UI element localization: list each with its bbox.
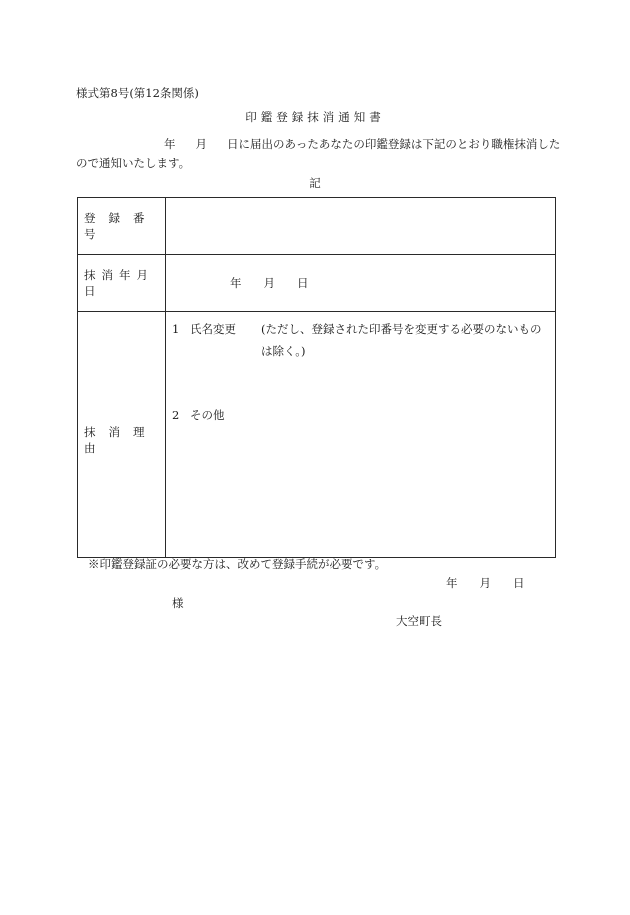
document-title: 印鑑登録抹消通知書 <box>245 110 385 124</box>
footnote: ※印鑑登録証の必要な方は、改めて登録手続が必要です。 <box>88 557 387 571</box>
deletion-details-table <box>77 197 556 558</box>
reason-2-number: 2 <box>172 408 180 422</box>
intro-line-2: ので通知いたします。 <box>76 156 191 170</box>
issue-day: 日 <box>513 576 525 590</box>
registration-number-row <box>78 198 556 255</box>
reason-1-note-line-2: は除く。) <box>261 344 306 358</box>
addressee-suffix: 様 <box>172 596 184 610</box>
issue-date <box>446 576 525 590</box>
issue-year: 年 <box>446 576 458 590</box>
issuer-name: 大空町長 <box>396 614 442 628</box>
deletion-date-value <box>166 255 556 312</box>
reason-1-note-line-1: (ただし、登録された印番号を変更する必要のないもの <box>261 322 542 336</box>
reason-1-text: 氏名変更 <box>190 322 236 336</box>
reason-1-number: 1 <box>172 322 180 336</box>
deletion-reason-row <box>78 312 556 558</box>
deletion-reason-label: 抹消理由 <box>78 312 166 558</box>
deletion-month: 月 <box>263 276 275 290</box>
deletion-date-label: 抹消年月日 <box>78 255 166 312</box>
intro-month: 月 <box>195 137 207 151</box>
registration-number-value <box>166 198 556 255</box>
intro-year: 年 <box>164 137 176 151</box>
deletion-day: 日 <box>297 276 309 290</box>
deletion-year: 年 <box>230 276 242 290</box>
intro-text: 日に届出のあったあなたの印鑑登録は下記のとおり職権抹消した <box>227 137 561 151</box>
intro-line-1 <box>76 137 560 151</box>
reason-2-text: その他 <box>190 408 225 422</box>
deletion-date-row <box>78 255 556 312</box>
registration-number-label: 登録番号 <box>78 198 166 255</box>
form-number-label: 様式第8号(第12条関係) <box>76 86 199 100</box>
ki-heading: 記 <box>309 176 321 190</box>
issue-month: 月 <box>479 576 491 590</box>
deletion-reason-value <box>166 312 556 558</box>
